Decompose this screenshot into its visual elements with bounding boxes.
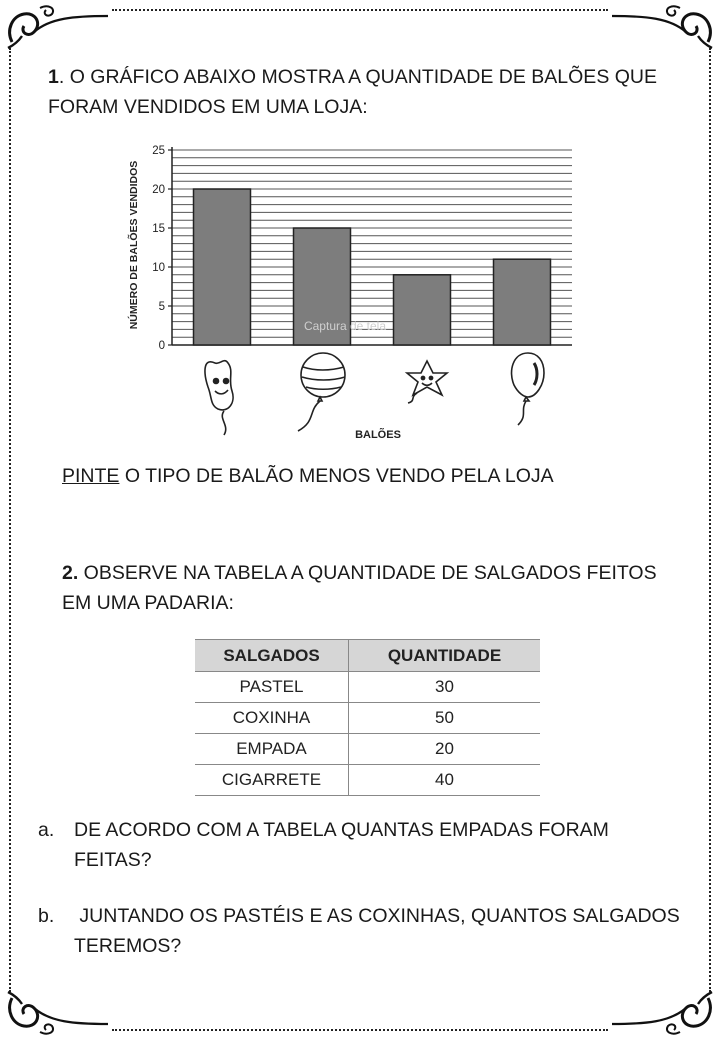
- question-2-number: 2.: [62, 562, 79, 584]
- question-2-text: OBSERVE NA TABELA A QUANTIDADE DE SALGADOS FEITOS EM UMA PADARIA:: [62, 562, 657, 614]
- chart-x-axis-label: BALÕES: [355, 429, 401, 441]
- subquestion-b-line1: JUNTANDO OS PASTÉIS E AS COXINHAS, QUANTOS SALGADOS: [74, 905, 680, 927]
- table-header-salgados: SALGADOS: [195, 640, 349, 672]
- star-face-balloon-icon: [407, 361, 447, 403]
- frame-left-border: [9, 48, 11, 992]
- chart-y-tick-label: 10: [152, 262, 165, 274]
- table-cell-item: CIGARRETE: [195, 765, 349, 796]
- paint-instruction-text: O TIPO DE BALÃO MENOS VENDO PELA LOJA: [119, 465, 554, 487]
- frame-right-border: [709, 48, 711, 992]
- table-cell-quantity: 30: [349, 672, 541, 703]
- table-cell-quantity: 40: [349, 765, 541, 796]
- table-cell-quantity: 50: [349, 703, 541, 734]
- corner-flourish-icon: [4, 2, 114, 50]
- frame-bottom-border: [112, 1029, 608, 1031]
- subquestion-a: [38, 815, 688, 875]
- chart-y-axis-label: NÚMERO DE BALÕES VENDIDOS: [128, 160, 140, 330]
- table-cell-item: COXINHA: [195, 703, 349, 734]
- question-1-text: . O GRÁFICO ABAIXO MOSTRA A QUANTIDADE DE BALÕES QUE FORAM VENDIDOS EM UMA LOJA:: [48, 66, 657, 118]
- table-row: [195, 734, 540, 765]
- subquestion-b-marker: b.: [38, 905, 55, 927]
- paint-verb: PINTE: [62, 465, 120, 487]
- corner-flourish-icon: [606, 2, 716, 50]
- chart-bar: [194, 189, 251, 345]
- table-header-quantidade: QUANTIDADE: [349, 640, 541, 672]
- question-1: [48, 62, 688, 122]
- table-cell-item: EMPADA: [195, 734, 349, 765]
- table-cell-item: PASTEL: [195, 672, 349, 703]
- subquestion-a-line1: DE ACORDO COM A TABELA QUANTAS EMPADAS FORAM: [74, 819, 609, 841]
- question-1-number: 1: [48, 66, 59, 88]
- subquestion-b-line2: TEREMOS?: [74, 935, 182, 957]
- chart-y-tick-label: 20: [152, 184, 165, 196]
- subquestion-a-line2: FEITAS?: [74, 849, 152, 871]
- chart-y-tick-label: 5: [158, 301, 165, 313]
- salgados-table: [195, 639, 540, 796]
- table-cell-quantity: 20: [349, 734, 541, 765]
- paint-instruction: [62, 461, 554, 491]
- frame-top-border: [112, 9, 608, 11]
- subquestion-b: [38, 901, 688, 961]
- chart-watermark: Captura de tela: [303, 319, 387, 333]
- table-row: [195, 765, 540, 796]
- question-2: [62, 558, 682, 618]
- table-header-row: [195, 640, 540, 672]
- table-row: [195, 672, 540, 703]
- balloons-bar-chart: [120, 135, 590, 445]
- subquestion-a-marker: a.: [38, 819, 55, 841]
- corner-flourish-icon: [606, 990, 716, 1038]
- corner-flourish-icon: [4, 990, 114, 1038]
- chart-bar: [494, 259, 551, 345]
- chart-bar: [394, 275, 451, 345]
- striped-round-balloon-icon: [298, 353, 345, 431]
- chart-y-tick-label: 0: [158, 340, 165, 352]
- chart-y-tick-label: 25: [152, 145, 165, 157]
- chart-y-tick-label: 15: [152, 223, 165, 235]
- jellybean-balloon-icon: [205, 361, 233, 435]
- oval-balloon-icon: [512, 353, 544, 425]
- table-row: [195, 703, 540, 734]
